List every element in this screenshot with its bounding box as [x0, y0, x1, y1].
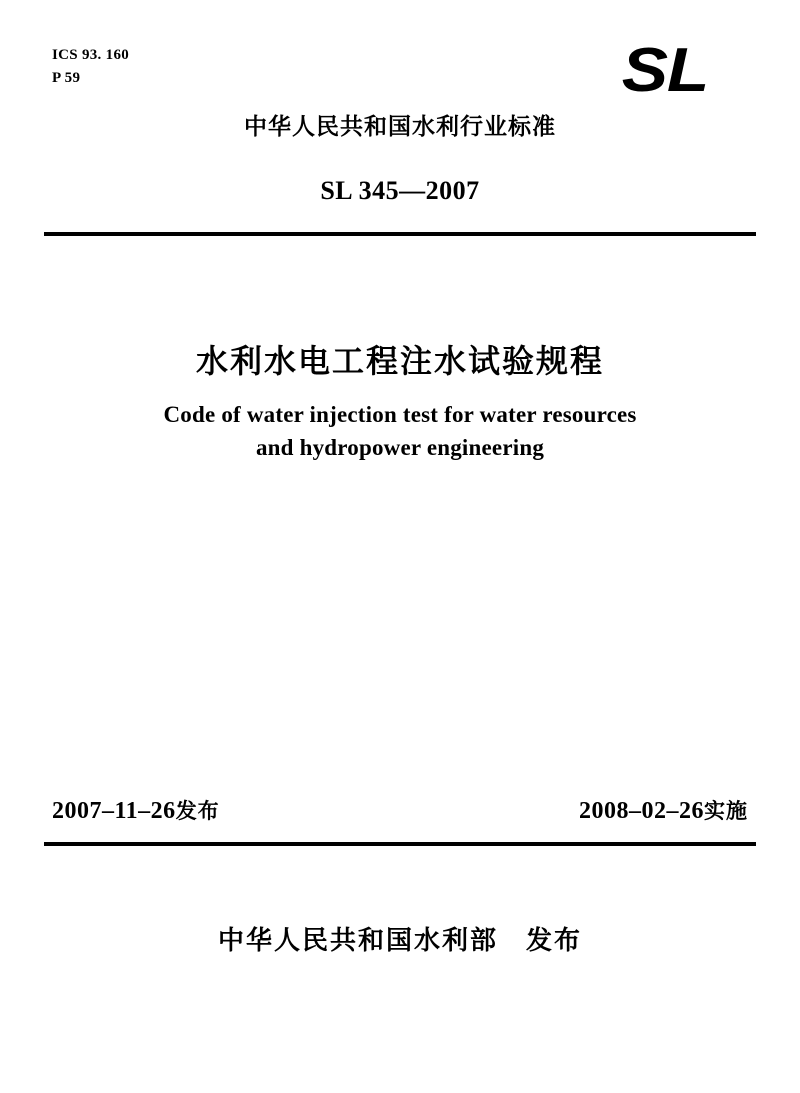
- standard-number: SL 345—2007: [320, 176, 480, 205]
- effective-date: [579, 795, 748, 825]
- title-english-line1: Code of water injection test for water resources: [163, 402, 637, 427]
- effective-date-label: 实施: [704, 799, 748, 823]
- title-chinese: 水利水电工程注水试验规程: [195, 342, 604, 380]
- issue-date-value: 2007–11–26: [52, 798, 176, 824]
- publisher-line: 中华人民共和国水利部 发布: [217, 926, 582, 956]
- sl-logo: SL: [621, 36, 708, 105]
- title-english: [0, 398, 800, 465]
- issuing-organization-line: 中华人民共和国水利行业标准: [244, 114, 556, 140]
- issue-date: [52, 795, 220, 825]
- divider-top: [44, 232, 756, 236]
- classification-code: P 59: [52, 69, 81, 86]
- ics-code: ICS 93. 160: [52, 47, 130, 63]
- classification-block: [52, 44, 129, 89]
- title-english-line2: and hydropower engineering: [255, 435, 545, 461]
- divider-bottom: [44, 842, 756, 846]
- issue-date-label: 发布: [175, 799, 220, 823]
- effective-date-value: 2008–02–26: [579, 798, 704, 824]
- dates-row: [52, 795, 748, 825]
